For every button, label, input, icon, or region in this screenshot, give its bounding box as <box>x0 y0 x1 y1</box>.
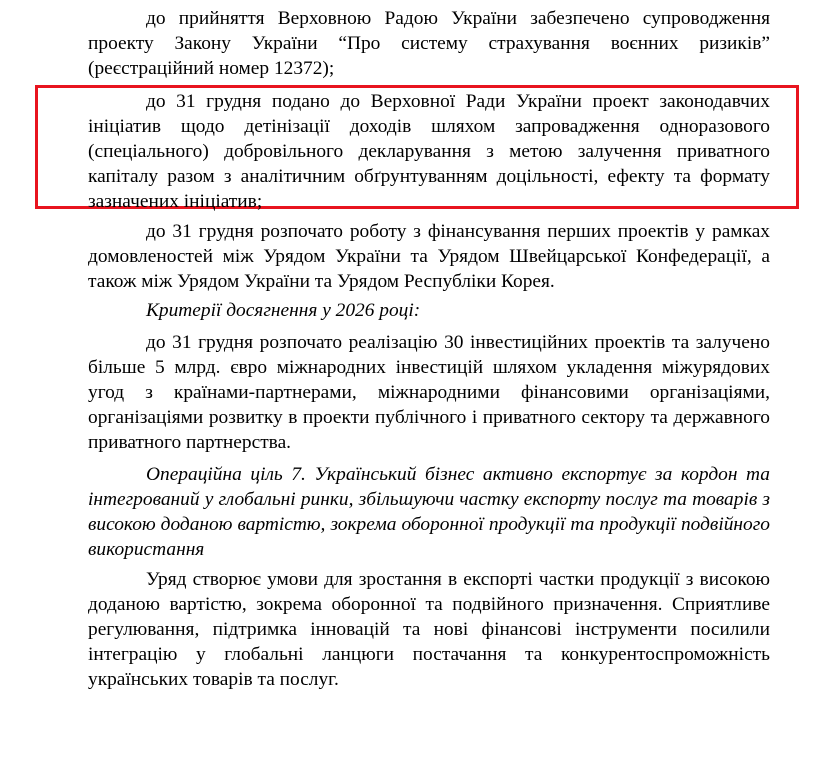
paragraph-export-conditions: Уряд створює умови для зростання в експорті частки продукції з високою доданою вартістю, зокрема оборонної та подвійного призначення. Сприятливе регулювання, підтримка інновацій та нові фінансові інструменти посилили інтеграцію у глобальні ланцюги постачання та конкурентоспроможність українських товарів та послуг. <box>88 569 770 690</box>
paragraph-financing-projects: до 31 грудня розпочато роботу з фінансування перших проектів у рамках домовленостей між Урядом України та Урядом Швейцарської Конфедерації, а також між Урядом України та Урядом Республіки Корея. <box>88 221 770 292</box>
operational-goal-7-heading: Операційна ціль 7. Український бізнес активно експортує за кордон та інтегрований у глобальні ринки, збільшуючи частку експорту послуг та товарів з високою доданою вартістю, зокрема оборонної продукції та продукції подвійного використання <box>88 464 770 560</box>
paragraph-insurance-law: до прийняття Верховною Радою України забезпечено супроводження проекту Закону України “Про систему страхування воєнних ризиків” (реєстраційний номер 12372); <box>88 8 770 79</box>
criteria-heading-2026: Критерії досягнення у 2026 році: <box>146 300 421 321</box>
paragraph-investment-projects: до 31 грудня розпочато реалізацію 30 інвестиційних проектів та залучено більше 5 млрд. євро міжнародних інвестицій шляхом укладення міжурядових угод з країнами-партнерами, міжнародними фінансовими організаціями, організаціями розвитку в проекти публічного і приватного сектору та державного приватного партнерства. <box>88 332 770 453</box>
paragraph-deshadowing-initiatives: до 31 грудня подано до Верховної Ради України проект законодавчих ініціатив щодо детінізації доходів шляхом запровадження одноразового (спеціального) добровільного декларування з метою залучення приватного капіталу разом з аналітичним обґрунтуванням доцільності, ефекту та формату зазначених ініціатив; <box>88 91 770 212</box>
